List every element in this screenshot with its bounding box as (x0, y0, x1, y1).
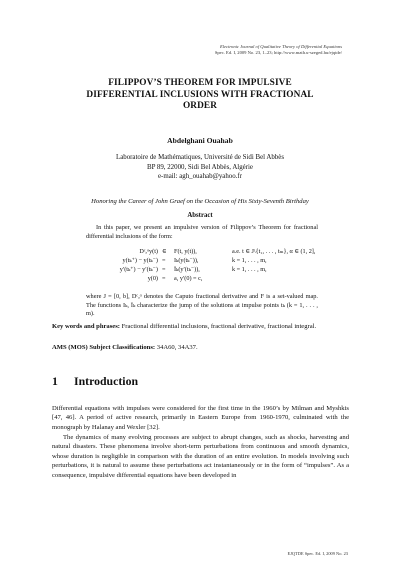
abstract-heading: Abstract (187, 212, 213, 219)
ams-label: AMS (MOS) Subject Classifications: (52, 344, 156, 351)
paragraph: The dynamics of many evolving processes are subject to abrupt changes, such as shocks, harvesting and natural disasters. These phenomena involve short-term perturbations from continuous and smooth dynamics, whose duration is negligible in comparison with the duration of an entire evolution. In models involving such perturbations, it is natural to assume these perturbations act instantaneously or in the form of “impulses”. As a consequence, impulsive differential equations have been developed in (52, 434, 349, 479)
equation-condition: k = 1, . . . , m, (232, 265, 267, 273)
equation-condition: k = 1, . . . , m, (232, 256, 267, 264)
journal-name: Electronic Journal of Qualitative Theory of Differential Equations (219, 44, 342, 49)
equation-lhs: y(tₖ⁺) − y(tₖ⁻) (122, 256, 158, 264)
dedication: Honoring the Career of John Graef on the Occasion of His Sixty-Seventh Birthday (91, 198, 309, 205)
author-name: Abdelghani Ouahab (167, 136, 233, 145)
section-heading (52, 374, 138, 389)
equation-rhs: Īₖ(y′(tₖ⁻)), (174, 265, 200, 273)
affiliation (60, 153, 340, 182)
title-line-2: DIFFERENTIAL INCLUSIONS WITH FRACTIONAL (86, 89, 314, 100)
equation-rhs: F(t, y(t)), (174, 248, 197, 255)
equation-rhs: a, y′(0) = c, (174, 274, 203, 282)
section-title: Introduction (74, 374, 139, 388)
ams-codes: 34A60, 34A37. (156, 344, 198, 351)
equation-lhs: y′(tₖ⁺) − y′(tₖ⁻) (119, 265, 158, 273)
equation-operator: = (162, 274, 166, 282)
abstract-continuation: where J = [0, b], Dᶜₐᵅ denotes the Caputo fractional derivative and F is a set-valued map. The functions Iₖ, Īₖ characterize the jump of the solutions at impulse points tₖ (k = 1, . . . , m). (86, 293, 318, 318)
equation-lhs: y(0) (147, 274, 158, 282)
keywords-text: Fractional differential inclusions, fractional derivative, fractional integral. (121, 323, 317, 330)
title-line-1: FILIPPOV’S THEOREM FOR IMPULSIVE (108, 78, 292, 88)
equation-condition: a.e. t ∈ J\{t₁, . . . , tₘ}, α ∈ (1, 2], (232, 248, 316, 255)
equation-rhs: Iₖ(y(tₖ⁻)), (174, 256, 199, 264)
equation-operator: = (162, 256, 166, 264)
author-email: e-mail: agh_ouahab@yahoo.fr (157, 173, 243, 181)
journal-issue: Spec. Ed. I, 2009 No. 23, 1–23; http://www.math.u-szeged.hu/ejqtde/ (214, 50, 342, 55)
equation-operator: ∈ (162, 248, 167, 255)
equation-operator: = (162, 265, 166, 273)
equation-lhs: Dᶜₐᵅy(t) (139, 248, 158, 255)
affiliation-line-2: BP 89, 22000, Sidi Bel Abbès, Algérie (147, 163, 253, 171)
section-number: 1 (52, 374, 58, 388)
paragraph: Differential equations with impulses were considered for the first time in the 1960’s by Milman and Myshkis [47, 46]. A period of active research, primarily in Eastern Europe from 1960-1970, culminated with the monograph by Halanay and Wexler [32]. (52, 405, 349, 431)
paper-title (60, 78, 340, 113)
page-footer: EJQTDE Spec. Ed. I, 2009 No. 23 (287, 551, 348, 556)
keywords (52, 323, 350, 332)
ams-classification (52, 344, 350, 351)
journal-header (215, 44, 342, 56)
keywords-label: Key words and phrases: (52, 323, 120, 330)
abstract-intro: In this paper, we present an impulsive version of Filippov’s Theorem for fractional differential inclusions of the form: (86, 224, 318, 240)
affiliation-line-1: Laboratoire de Mathématiques, Université de Sidi Bel Abbès (115, 154, 284, 161)
title-line-3: ORDER (182, 101, 218, 111)
